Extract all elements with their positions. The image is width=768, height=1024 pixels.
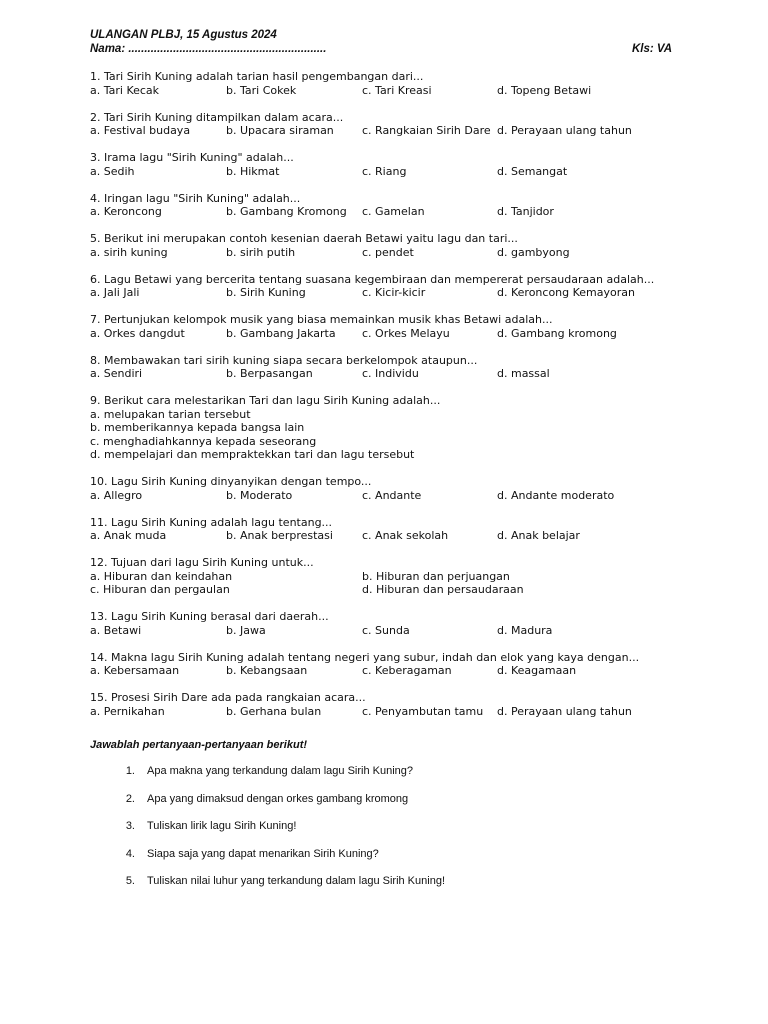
option-a: a. Festival budaya [90, 124, 191, 137]
answer-options [90, 84, 680, 98]
option-a: a. sirih kuning [90, 245, 168, 259]
class-label: Kls: VA [631, 43, 672, 55]
option-d: d. gambyong [497, 245, 570, 259]
option-d: d. Keroncong Kemayoran [497, 286, 635, 299]
answer-options [90, 124, 680, 138]
option-b: b. Jawa [226, 623, 266, 637]
question-1 [90, 70, 680, 97]
answer-options [90, 489, 680, 503]
answer-options [90, 529, 680, 543]
essay-number: 1. [125, 765, 135, 777]
option-d: d. Keagamaan [497, 664, 577, 677]
option-b: b. Anak berprestasi [226, 529, 333, 542]
question-stem: 8. Membawakan tari sirih kuning siapa secara berkelompok ataupun... [90, 353, 478, 367]
answer-options [90, 327, 680, 341]
option-a: a. Tari Kecak [90, 83, 160, 97]
option-b: b. Berpasangan [226, 367, 313, 380]
question-stem: 3. Irama lagu "Sirih Kuning" adalah... [90, 151, 294, 164]
option-a: a. Sendiri [90, 367, 143, 380]
option-d: d. Perayaan ulang tahun [497, 124, 632, 137]
option-b: b. Gambang Jakarta [226, 326, 336, 340]
option-b: b. Gambang Kromong [226, 205, 347, 218]
question-15 [90, 691, 680, 718]
option-b: b. Upacara siraman [226, 124, 334, 137]
question-stem: 9. Berikut cara melestarikan Tari dan lagu Sirih Kuning adalah... [90, 394, 441, 407]
option-a: a. Keroncong [90, 205, 162, 218]
question-stem: 13. Lagu Sirih Kuning berasal dari daerah... [90, 610, 329, 623]
option-c: c. Individu [362, 367, 419, 380]
answer-options [90, 246, 680, 260]
question-stem: 15. Prosesi Sirih Dare ada pada rangkaian acara... [90, 691, 366, 704]
option-c: c. Rangkaian Sirih Dare [362, 124, 491, 137]
essay-item-3 [90, 819, 680, 833]
option-c: c. pendet [362, 245, 414, 259]
option-a: a. Allegro [90, 488, 143, 502]
option-d: d. massal [497, 367, 550, 380]
question-6 [90, 273, 680, 300]
essay-text: Tuliskan nilai luhur yang terkandung dalam lagu Sirih Kuning! [147, 875, 445, 887]
option-c: c. Penyambutan tamu [362, 704, 484, 718]
option-b: b. sirih putih [226, 245, 296, 259]
question-stem: 1. Tari Sirih Kuning adalah tarian hasil pengembangan dari... [90, 70, 424, 83]
option-c: c. Sunda [362, 623, 410, 637]
option-c: c. Kicir-kicir [362, 286, 426, 299]
option-a: a. Jali Jali [90, 286, 140, 299]
question-12 [90, 556, 680, 597]
essay-text: Siapa saja yang dapat menarikan Sirih Kuning? [147, 847, 379, 860]
option-d: d. mempelajari dan mempraktekkan tari dan lagu tersebut [90, 448, 415, 461]
option-d: d. Topeng Betawi [497, 83, 592, 97]
name-class-row [90, 42, 680, 56]
question-stem: 10. Lagu Sirih Kuning dinyanyikan dengan tempo... [90, 475, 372, 488]
essay-number: 3. [125, 820, 135, 832]
question-stem: 7. Pertunjukan kelompok musik yang biasa memainkan musik khas Betawi adalah... [90, 313, 553, 326]
question-stem: 12. Tujuan dari lagu Sirih Kuning untuk... [90, 556, 314, 569]
option-c: c. menghadiahkannya kepada seseorang [90, 434, 317, 448]
option-d: d. Perayaan ulang tahun [497, 704, 632, 718]
question-stem: 11. Lagu Sirih Kuning adalah lagu tentang... [90, 515, 333, 529]
option-b: b. Kebangsaan [226, 664, 308, 677]
option-d: d. Semangat [497, 164, 568, 178]
option-b: b. memberikannya kepada bangsa lain [90, 421, 305, 434]
question-stem: 2. Tari Sirih Kuning ditampilkan dalam acara... [90, 110, 344, 124]
answer-options [90, 286, 680, 300]
option-a: a. Kebersamaan [90, 664, 180, 677]
essay-number: 4. [125, 847, 135, 860]
question-5 [90, 232, 680, 259]
question-stem: 4. Iringan lagu "Sirih Kuning" adalah... [90, 191, 301, 205]
option-b: b. Sirih Kuning [226, 286, 306, 299]
answer-options [90, 705, 680, 719]
answer-options [90, 624, 680, 638]
essay-item-4 [90, 847, 680, 861]
option-c: c. Hiburan dan pergaulan [90, 583, 230, 596]
answer-options [90, 570, 680, 597]
option-c: c. Tari Kreasi [362, 83, 432, 97]
option-c: c. Andante [362, 488, 422, 502]
question-stem: 5. Berikut ini merupakan contoh kesenian daerah Betawi yaitu lagu dan tari... [90, 232, 518, 245]
option-c: c. Keberagaman [362, 664, 452, 677]
option-a: a. Hiburan dan keindahan [90, 569, 233, 583]
option-d: d. Gambang kromong [497, 326, 617, 340]
name-field: Nama: .............................................................. [90, 43, 327, 55]
essay-text: Apa makna yang terkandung dalam lagu Sirih Kuning? [147, 765, 414, 777]
option-c: c. Anak sekolah [362, 529, 449, 542]
exam-header [90, 28, 680, 56]
option-c: c. Gamelan [362, 205, 425, 218]
option-c: c. Riang [362, 164, 407, 178]
option-d: d. Tanjidor [497, 205, 554, 218]
option-b: b. Gerhana bulan [226, 704, 322, 718]
answer-options [90, 367, 680, 381]
essay-questions [90, 764, 680, 888]
question-3 [90, 151, 680, 178]
option-a: a. melupakan tarian tersebut [90, 407, 251, 421]
option-a: a. Sedih [90, 164, 135, 178]
option-c: c. Orkes Melayu [362, 326, 450, 340]
question-9 [90, 394, 680, 462]
essay-item-5 [90, 874, 680, 888]
essay-item-2 [90, 792, 680, 806]
option-b: b. Hiburan dan perjuangan [362, 569, 510, 583]
answer-options [90, 165, 680, 179]
option-d: d. Hiburan dan persaudaraan [362, 583, 524, 596]
option-b: b. Hikmat [226, 164, 280, 178]
exam-title: ULANGAN PLBJ, 15 Agustus 2024 [90, 29, 277, 41]
essay-number: 5. [125, 875, 135, 887]
answer-options [90, 205, 680, 219]
option-d: d. Madura [497, 623, 553, 637]
question-4 [90, 192, 680, 219]
question-7 [90, 313, 680, 340]
essay-text: Apa yang dimaksud dengan orkes gambang kromong [147, 792, 409, 805]
question-10 [90, 475, 680, 502]
option-b: b. Moderato [226, 488, 293, 502]
question-stem: 6. Lagu Betawi yang bercerita tentang suasana kegembiraan dan mempererat persaudaraan adalah... [90, 272, 655, 286]
option-d: d. Andante moderato [497, 488, 615, 502]
essay-text: Tuliskan lirik lagu Sirih Kuning! [147, 820, 297, 832]
essay-section-title: Jawablah pertanyaan-pertanyaan berikut! [90, 739, 308, 751]
option-a: a. Anak muda [90, 529, 167, 542]
question-8 [90, 354, 680, 381]
option-a: a. Pernikahan [90, 704, 165, 718]
essay-item-1 [90, 764, 680, 778]
multiple-choice-section [90, 70, 680, 718]
option-a: a. Orkes dangdut [90, 326, 185, 340]
exam-sheet [90, 28, 680, 902]
option-d: d. Anak belajar [497, 529, 580, 542]
question-stem: 14. Makna lagu Sirih Kuning adalah tentang negeri yang subur, indah dan elok yang kaya dengan... [90, 650, 640, 664]
answer-options [90, 664, 680, 678]
option-a: a. Betawi [90, 623, 142, 637]
question-2 [90, 111, 680, 138]
option-b: b. Tari Cokek [226, 83, 297, 97]
essay-number: 2. [125, 792, 135, 805]
question-11 [90, 516, 680, 543]
question-13 [90, 610, 680, 637]
question-14 [90, 651, 680, 678]
